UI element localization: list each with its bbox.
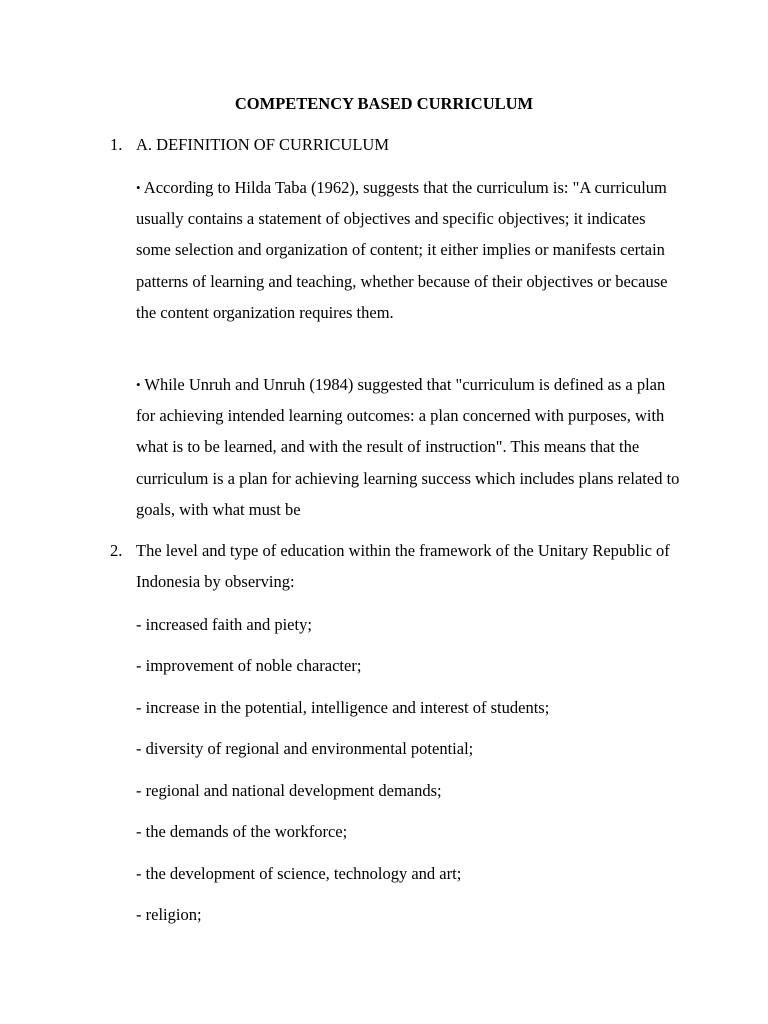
bullet-text: According to Hilda Taba (1962), suggests that the curriculum is: "A curriculum usually contains a statement of objectives and specific objectives; it indicates some selection and organization of content; it either implies or manifests certain patterns of learning and teaching, whether because of their objectives or because the content organization requires them. bbox=[136, 178, 668, 322]
bullet-paragraph-taba bbox=[136, 172, 681, 328]
bullet-icon: • bbox=[136, 180, 141, 195]
list-item: - the demands of the workforce; bbox=[136, 822, 348, 841]
section-1-heading: A. DEFINITION OF CURRICULUM bbox=[136, 135, 390, 154]
list-item: - regional and national development demands; bbox=[136, 781, 442, 800]
list-item: - increase in the potential, intelligence and interest of students; bbox=[136, 698, 550, 717]
section-2-number: 2. bbox=[110, 541, 123, 560]
list-item: - improvement of noble character; bbox=[136, 656, 362, 675]
section-1-number: 1. bbox=[110, 135, 123, 154]
list-item: - diversity of regional and environmental potential; bbox=[136, 739, 474, 758]
section-2-intro: The level and type of education within the framework of the Unitary Republic of Indonesia by observing: bbox=[136, 541, 670, 592]
list-item: - the development of science, technology and art; bbox=[136, 864, 462, 883]
document-title: COMPETENCY BASED CURRICULUM bbox=[234, 94, 534, 113]
bullet-paragraph-unruh bbox=[136, 369, 681, 525]
bullet-icon: • bbox=[136, 377, 141, 392]
list-item: - religion; bbox=[136, 905, 202, 924]
bullet-text: While Unruh and Unruh (1984) suggested that "curriculum is defined as a plan for achieving intended learning outcomes: a plan concerned with purposes, with what is to be learned, and with the result of instruction". This means that the curriculum is a plan for achieving learning success which includes plans related to goals, with what must be bbox=[136, 375, 680, 519]
list-item: - increased faith and piety; bbox=[136, 615, 312, 634]
